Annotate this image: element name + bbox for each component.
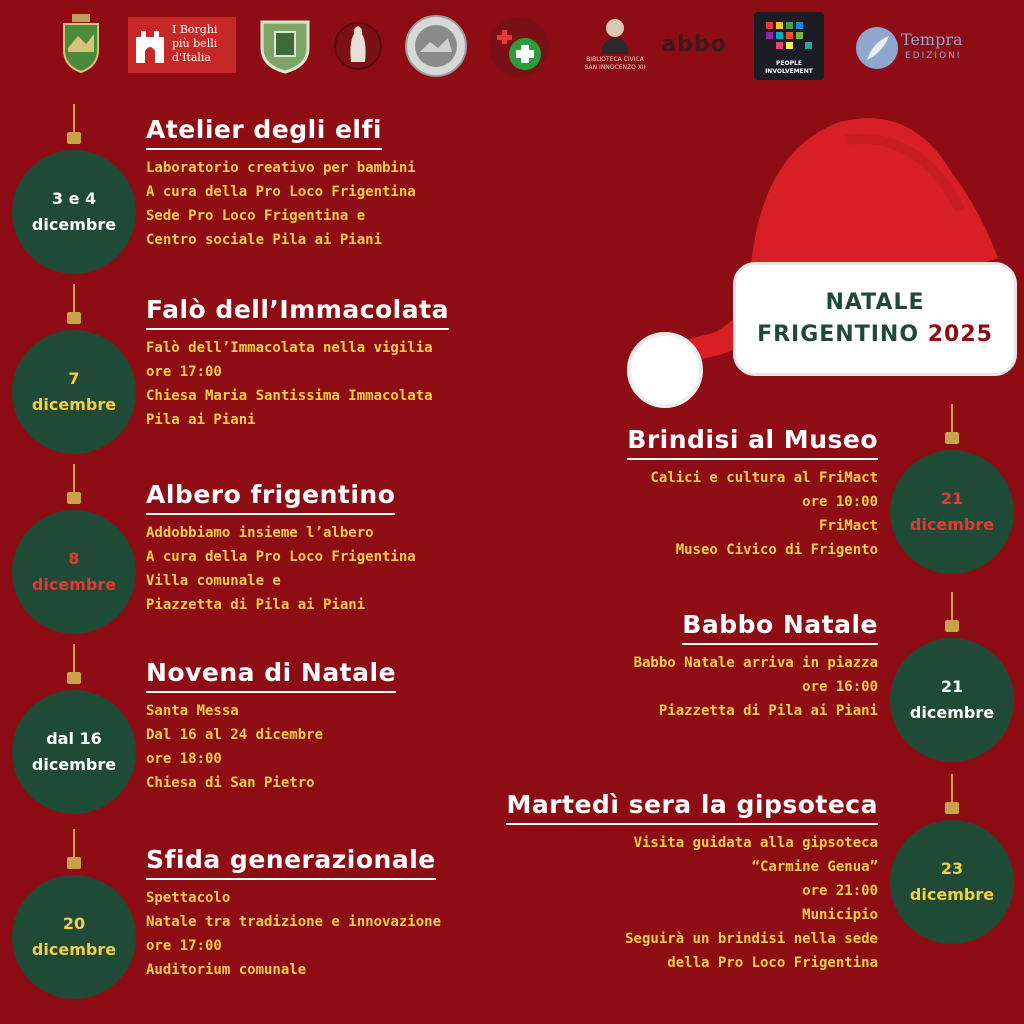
ornament-string [73,829,75,859]
event-title: Sfida generazionale [146,845,436,880]
event-detail-line: Chiesa Maria Santissima Immacolata [146,388,433,404]
madonna-statue-icon [334,16,382,76]
event-detail-line: Municipio [802,907,878,923]
event-block [634,610,878,723]
coin-seal-icon [404,14,468,78]
event-detail-line: Laboratorio creativo per bambini [146,160,416,176]
event-detail-line: Visita guidata alla gipsoteca [633,835,878,851]
ornament-date-day: 21 [940,677,964,696]
people-involvement-text: PEOPLE INVOLVEMENT [765,60,813,75]
ornament-ball [890,638,1014,762]
ornament-ball [12,330,136,454]
sponsor-logo-row [0,0,1024,100]
event-detail-line: ore 17:00 [146,364,222,380]
ornament-date-month: dicembre [31,395,117,414]
event-title: Novena di Natale [146,658,396,693]
ornament-cap [67,672,81,684]
biblioteca-logo [580,16,650,78]
ornament-date-day: 3 e 4 [51,189,97,208]
event-detail-line: della Pro Loco Frigentina [667,955,878,971]
event-detail-line: Calici e cultura al FriMact [650,470,878,486]
event-detail-line: Pila ai Piani [146,412,256,428]
event-title: Falò dell’Immacolata [146,295,449,330]
banner-line-1: NATALE [825,290,925,315]
event-block [146,115,416,252]
event-block [146,658,396,795]
event-detail-line: ore 16:00 [802,679,878,695]
borghi-logo-text: I Borghi più belli d'Italia [172,23,218,64]
event-title-banner [733,262,1017,376]
tempra-logo-subtitle: EDIZIONI [905,51,962,61]
event-detail-line: FriMact [818,518,878,534]
ornament-date-month: dicembre [909,703,995,722]
date-ornament [890,820,1014,944]
event-block [146,845,441,982]
event-title: Atelier degli elfi [146,115,382,150]
ornament-cap [945,620,959,632]
frigento-crest-icon [58,12,104,74]
people-involvement-logo [754,12,824,80]
ornament-date-day: 23 [940,859,964,878]
ornament-date-day: 8 [68,549,80,568]
ornament-ball [890,450,1014,574]
ornament-cap [67,857,81,869]
date-ornament [12,510,136,634]
event-detail-line: Addobbiamo insieme l’albero [146,525,374,541]
date-ornament [12,875,136,999]
event-detail-line: Natale tra tradizione e innovazione [146,914,442,930]
ornament-string [951,774,953,804]
event-title: Albero frigentino [146,480,395,515]
ornament-date-month: dicembre [909,885,995,904]
ornament-date-day: 20 [62,914,86,933]
date-ornament [12,330,136,454]
event-detail-line: Chiesa di San Pietro [146,775,315,791]
event-detail-line: Spettacolo [146,890,231,906]
ornament-string [73,284,75,314]
pixel-grid-icon [766,22,812,56]
event-title: Brindisi al Museo [627,425,878,460]
event-block [146,295,449,432]
date-ornament [12,690,136,814]
feather-icon [855,26,899,70]
event-detail-line: “Carmine Genua” [751,859,878,875]
event-detail-line: Piazzetta di Pila ai Piani [146,597,366,613]
event-detail-line: Seguirà un brindisi nella sede [625,931,878,947]
red-cross-icon [488,14,550,80]
ornament-cap [67,492,81,504]
biblioteca-logo-text: BIBLIOTECA CIVICA SAN INNOCENZO XII [584,56,646,71]
shield-badge-icon [258,18,312,74]
event-detail-line: Babbo Natale arriva in piazza [633,655,878,671]
abbo-logo: abbo [661,32,727,57]
ornament-date-day: 7 [68,369,80,388]
ornament-ball [12,150,136,274]
ornament-date-month: dicembre [909,515,995,534]
event-detail-line: ore 18:00 [146,751,222,767]
event-detail-line: ore 21:00 [802,883,878,899]
ornament-ball [12,510,136,634]
event-title: Babbo Natale [682,610,878,645]
ornament-string [951,404,953,434]
ornament-date-month: dicembre [31,575,117,594]
event-detail-line: ore 17:00 [146,938,222,954]
ornament-date-month: dicembre [31,215,117,234]
ornament-string [73,464,75,494]
event-detail-line: Dal 16 al 24 dicembre [146,727,324,743]
ornament-cap [67,312,81,324]
event-detail-line: Museo Civico di Frigento [675,542,878,558]
borghi-logo [128,17,236,73]
event-title: Martedì sera la gipsoteca [506,790,878,825]
ornament-string [951,592,953,622]
event-detail-line: Piazzetta di Pila ai Piani [658,703,878,719]
ornament-string [73,644,75,674]
portrait-icon [600,16,630,54]
event-block [146,480,416,617]
ornament-ball [12,875,136,999]
ornament-ball [890,820,1014,944]
event-detail-line: ore 10:00 [802,494,878,510]
banner-town: FRIGENTINO [757,322,920,347]
tempra-logo-title: Tempra [901,30,963,49]
ornament-date-month: dicembre [31,755,117,774]
event-detail-line: Villa comunale e [146,573,281,589]
event-detail-line: Falò dell’Immacolata nella vigilia [146,340,433,356]
ornament-date-month: dicembre [31,940,117,959]
ornament-cap [945,432,959,444]
event-detail-line: Santa Messa [146,703,239,719]
ornament-string [73,104,75,134]
event-block [506,790,878,975]
banner-line-2 [757,319,993,351]
castle-icon [133,25,167,65]
ornament-date-day: 21 [940,489,964,508]
ornament-cap [67,132,81,144]
ornament-date-day: dal 16 [46,729,102,748]
event-detail-line: A cura della Pro Loco Frigentina [146,549,416,565]
event-detail-line: Centro sociale Pila ai Piani [146,232,383,248]
event-detail-line: Sede Pro Loco Frigentina e [146,208,366,224]
date-ornament [890,450,1014,574]
event-detail-line: Auditorium comunale [146,962,307,978]
ornament-ball [12,690,136,814]
date-ornament [890,638,1014,762]
date-ornament [12,150,136,274]
tempra-logo [855,20,975,72]
event-block [627,425,878,562]
ornament-cap [945,802,959,814]
banner-year: 2025 [927,322,993,347]
event-detail-line: A cura della Pro Loco Frigentina [146,184,416,200]
